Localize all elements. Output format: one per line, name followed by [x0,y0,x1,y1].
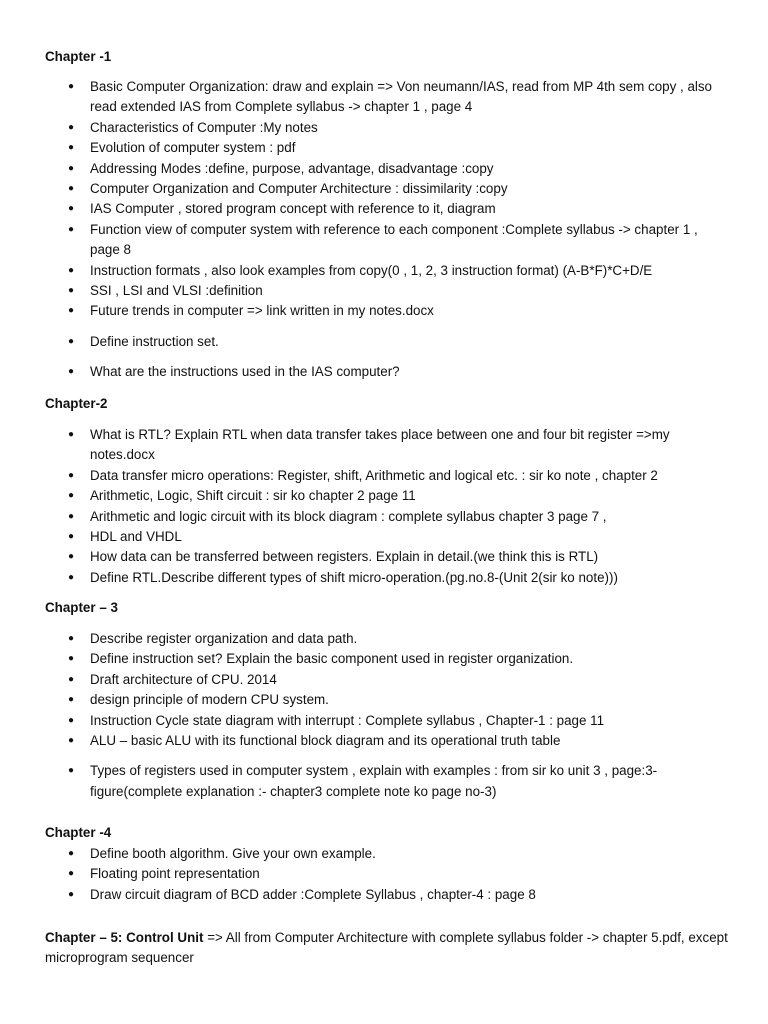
list-item: ● Instruction Cycle state diagram with interrupt : Complete syllabus , Chapter-1 : page 11 [0,711,768,731]
chapter-5-heading: Chapter – 5: Control Unit [45,930,204,945]
list-item: ● Data transfer micro operations: Register, shift, Arithmetic and logical etc. : sir ko note , chapter 2 [0,466,768,486]
list-item: ● How data can be transferred between registers. Explain in detail.(we think this is RTL) [0,547,768,567]
list-item: ● What is RTL? Explain RTL when data transfer takes place between one and four bit register =>my notes.docx [0,425,768,466]
list-item: ● Arithmetic, Logic, Shift circuit : sir ko chapter 2 page 11 [0,486,768,506]
list-item: ● Define instruction set? Explain the basic component used in register organization. [0,649,768,669]
list-item: ● Characteristics of Computer :My notes [0,118,768,138]
list-item: ● Draw circuit diagram of BCD adder :Complete Syllabus , chapter-4 : page 8 [0,885,768,905]
list-item: ● HDL and VHDL [0,527,768,547]
chapter-1-list [0,77,768,383]
chapter-4-list [0,844,768,905]
list-item: ● Instruction formats , also look examples from copy(0 , 1, 2, 3 instruction format) (A-B*F)*C+D/E [0,261,768,281]
list-item: ● What are the instructions used in the IAS computer? [0,362,768,382]
list-item: ● Define instruction set. [0,332,768,352]
list-item: ● Computer Organization and Computer Architecture : dissimilarity :copy [0,179,768,199]
list-item: ● Describe register organization and data path. [0,629,768,649]
list-item: ● Basic Computer Organization: draw and explain => Von neumann/IAS, read from MP 4th sem copy , also read extended IAS from Complete syllabus -> chapter 1 , page 4 [0,77,768,118]
list-item: ● Floating point representation [0,864,768,884]
list-item: ● IAS Computer , stored program concept with reference to it, diagram [0,199,768,219]
chapter-4-heading: Chapter -4 [45,825,112,840]
list-item: ● Types of registers used in computer system , explain with examples : from sir ko unit 3 , page:3-figure(complete explanation :- chapter3 complete note ko page no-3) [0,761,768,802]
chapter-2-heading: Chapter-2 [45,396,108,411]
list-item: ● ALU – basic ALU with its functional block diagram and its operational truth table [0,731,768,751]
list-item: ● Evolution of computer system : pdf [0,138,768,158]
list-item: ● design principle of modern CPU system. [0,690,768,710]
chapter-5-paragraph [45,928,735,969]
chapter-1-heading: Chapter -1 [45,49,112,64]
chapter-5-text: => All from Computer Architecture with complete syllabus folder -> chapter 5.pdf, except microprogram sequencer [45,930,728,966]
list-item: ● SSI , LSI and VLSI :definition [0,281,768,301]
list-item: ● Addressing Modes :define, purpose, advantage, disadvantage :copy [0,159,768,179]
list-item: ● Draft architecture of CPU. 2014 [0,670,768,690]
list-item: ● Arithmetic and logic circuit with its block diagram : complete syllabus chapter 3 page 7 , [0,507,768,527]
chapter-3-list [0,629,768,802]
list-item: ● Function view of computer system with reference to each component :Complete syllabus -> chapter 1 , page 8 [0,220,768,261]
list-item: ● Future trends in computer => link written in my notes.docx [0,301,768,321]
list-item: ● Define RTL.Describe different types of shift micro-operation.(pg.no.8-(Unit 2(sir ko note))) [0,568,768,588]
chapter-2-list [0,425,768,588]
chapter-3-heading: Chapter – 3 [45,600,118,615]
list-item: ● Define booth algorithm. Give your own example. [0,844,768,864]
